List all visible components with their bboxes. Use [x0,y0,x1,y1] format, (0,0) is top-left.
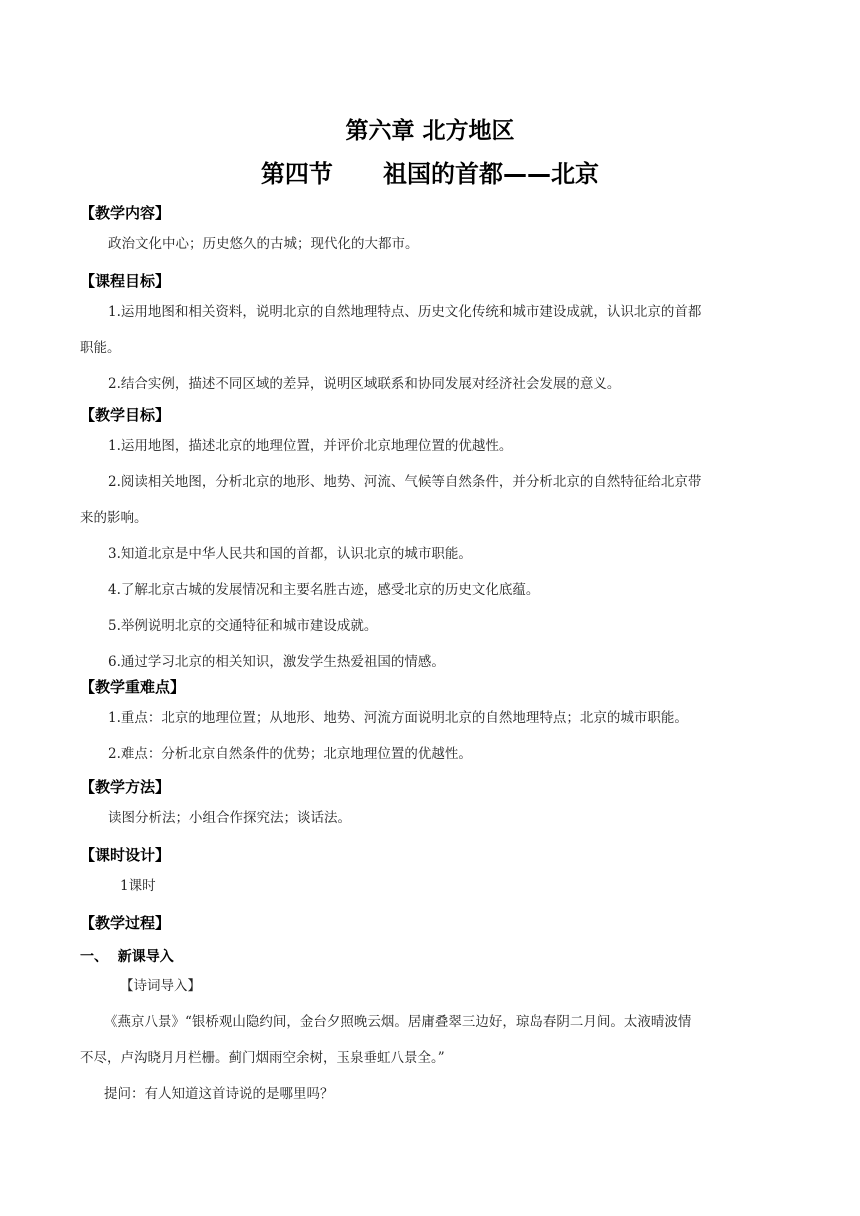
heading-methods: 【教学方法】 [80,778,171,796]
heading-key-points: 【教学重难点】 [80,678,186,696]
heading-teaching-goals: 【教学目标】 [80,406,171,424]
poem-line-2: 不尽，卢沟晓月月栏栅。蓟门烟雨空余树，玉泉垂虹八景全。” [80,1050,445,1066]
heading-schedule: 【课时设计】 [80,846,171,864]
heading-process: 【教学过程】 [80,914,171,932]
course-goal-2: 2.结合实例，描述不同区域的差异，说明区域联系和协同发展对经济社会发展的意义。 [108,376,621,392]
teaching-goal-1: 1.运用地图，描述北京的地理位置，并评价北京地理位置的优越性。 [108,438,513,454]
teaching-goal-5: 5.举例说明北京的交通特征和城市建设成就。 [108,618,378,634]
teaching-goal-4: 4.了解北京古城的发展情况和主要名胜古迹，感受北京的历史文化底蕴。 [108,582,540,598]
teaching-content-text [80,226,780,262]
paragraph-line: 读图分析法；小组合作探究法；谈话法。 [108,810,351,826]
teaching-goal-2-line2: 来的影响。 [80,510,148,526]
poem-line-1: 《燕京八景》“银桥观山隐约间，金台夕照晚云烟。居庸叠翠三边好，琼岛春阴二月间。太液晴波情 [104,1014,692,1030]
paragraph-line: 1课时 [120,878,156,894]
heading-teaching-content: 【教学内容】 [80,204,171,222]
key-points-list [80,700,780,772]
teaching-goal-3: 3.知道北京是中华人民共和国的首都，认识北京的城市职能。 [108,546,472,562]
methods-text [80,800,780,836]
teaching-goal-6: 6.通过学习北京的相关知识，激发学生热爱祖国的情感。 [108,654,445,670]
teaching-goal-2-line1: 2.阅读相关地图，分析北京的地形、地势、河流、气候等自然条件，并分析北京的自然特征给北京带 [108,474,702,490]
schedule-text [80,868,780,904]
key-point-1: 1.重点：北京的地理位置；从地形、地势、河流方面说明北京的自然地理特点；北京的城市职能。 [108,710,688,726]
process-step-1: 一、 新课导入 [80,949,174,965]
course-goal-1-line2: 职能。 [80,340,121,356]
teaching-goals-list [80,428,780,680]
paragraph-line: 政治文化中心；历史悠久的古城；现代化的大都市。 [108,236,419,252]
section-title: 第四节 祖国的首都——北京 [260,160,600,188]
course-goals-list [80,294,780,402]
sub-heading-poem-intro: 【诗词导入】 [120,978,201,994]
heading-course-goals: 【课程目标】 [80,272,171,290]
course-goal-1-line1: 1.运用地图和相关资料，说明北京的自然地理特点、历史文化传统和城市建设成就，认识北京的首都 [108,304,702,320]
process-content [80,968,780,1112]
key-point-2: 2.难点：分析北京自然条件的优势；北京地理位置的优越性。 [108,746,472,762]
chapter-title: 第六章 北方地区 [345,118,515,144]
question-text: 提问：有人知道这首诗说的是哪里吗？ [104,1086,334,1102]
